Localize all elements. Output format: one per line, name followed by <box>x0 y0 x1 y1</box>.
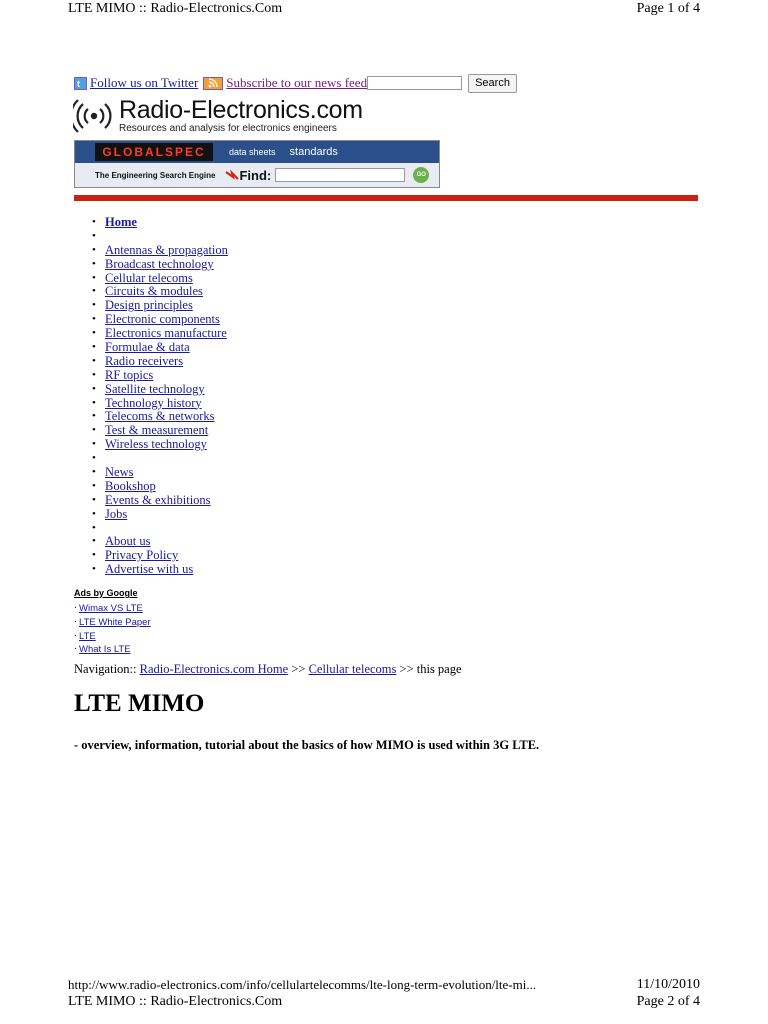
ad-item <box>74 630 151 644</box>
ad-link[interactable]: LTE <box>79 630 96 642</box>
nav-item-blank <box>92 452 228 466</box>
nav-item <box>92 341 228 355</box>
nav-item <box>92 563 228 577</box>
site-logo-tagline: Resources and analysis for electronics engineers <box>119 123 337 134</box>
nav-link-topic[interactable]: Electronics manufacture <box>105 326 227 341</box>
breadcrumb-home-link[interactable]: Radio-Electronics.com Home <box>139 662 289 676</box>
nav-link-topic[interactable]: Telecoms & networks <box>105 409 215 424</box>
main-navigation <box>92 216 228 577</box>
nav-link-topic[interactable]: Radio receivers <box>105 353 184 368</box>
globalspec-search-widget <box>74 140 440 188</box>
find-label: Find: <box>239 167 272 183</box>
breadcrumb <box>74 662 462 677</box>
print-footer-title: LTE MIMO :: Radio-Electronics.Com <box>68 994 283 1009</box>
nav-link-topic[interactable]: Electronic components <box>105 312 220 327</box>
divider-bar <box>74 195 698 201</box>
nav-item <box>92 327 228 341</box>
nav-item <box>92 535 228 549</box>
top-bar <box>74 74 517 92</box>
nav-link-info[interactable]: About us <box>105 534 151 549</box>
nav-link-topic[interactable]: Wireless technology <box>105 437 207 452</box>
site-logo[interactable] <box>73 96 363 139</box>
breadcrumb-prefix: Navigation:: <box>74 662 137 676</box>
nav-item <box>92 438 228 452</box>
nav-item <box>92 424 228 438</box>
ad-link[interactable]: LTE White Paper <box>79 616 151 628</box>
rss-icon[interactable] <box>203 77 223 90</box>
breadcrumb-separator: >> <box>291 662 306 676</box>
nav-link-extra[interactable]: News <box>105 465 134 480</box>
search-input[interactable] <box>367 76 462 90</box>
nav-item <box>92 299 228 313</box>
nav-item <box>92 494 228 508</box>
nav-link-topic[interactable]: Circuits & modules <box>105 284 203 299</box>
twitter-icon[interactable] <box>74 77 87 90</box>
nav-link-info[interactable]: Privacy Policy <box>105 548 179 563</box>
twitter-link[interactable]: Follow us on Twitter <box>90 75 199 90</box>
nav-link-topic[interactable]: Technology history <box>105 395 202 410</box>
nav-home-link[interactable]: Home <box>105 215 137 229</box>
nav-item <box>92 244 228 258</box>
ad-link[interactable]: Wimax VS LTE <box>79 603 143 614</box>
nav-link-extra[interactable]: Jobs <box>105 506 128 521</box>
nav-item <box>92 272 228 286</box>
print-footer-page: Page 2 of 4 <box>636 994 700 1009</box>
ad-item <box>74 643 151 657</box>
nav-link-topic[interactable]: RF topics <box>105 367 154 382</box>
nav-link-topic[interactable]: Satellite technology <box>105 381 205 396</box>
globalspec-logo[interactable]: GLOBALSPEC <box>95 143 213 161</box>
nav-link-topic[interactable]: Antennas & propagation <box>105 242 228 257</box>
nav-item <box>92 383 228 397</box>
breadcrumb-current: this page <box>416 662 462 676</box>
nav-link-extra[interactable]: Events & exhibitions <box>105 492 211 507</box>
rss-feed-link[interactable]: Subscribe to our news feed <box>226 75 368 90</box>
nav-item <box>92 410 228 424</box>
nav-item <box>92 466 228 480</box>
nav-link-topic[interactable]: Design principles <box>105 298 193 313</box>
print-header-title: LTE MIMO :: Radio-Electronics.Com <box>68 1 283 16</box>
nav-item <box>92 397 228 411</box>
nav-link-topic[interactable]: Formulae & data <box>105 340 190 355</box>
ads-list <box>74 602 151 657</box>
globalspec-datasheets-link[interactable]: data sheets <box>229 147 276 157</box>
nav-item-home <box>92 216 228 230</box>
ad-link[interactable]: What Is LTE <box>79 644 131 656</box>
nav-item-blank <box>92 522 228 536</box>
nav-link-topic[interactable]: Cellular telecoms <box>105 270 193 285</box>
arrow-icon <box>225 169 239 181</box>
nav-item <box>92 508 228 522</box>
globalspec-go-button[interactable]: GO <box>413 167 429 183</box>
search-button[interactable]: Search <box>468 74 517 93</box>
site-logo-name: Radio-Electronics.com <box>119 96 363 124</box>
breadcrumb-section-link[interactable]: Cellular telecoms <box>308 662 397 676</box>
page-title: LTE MIMO <box>74 690 205 717</box>
breadcrumb-separator: >> <box>399 662 414 676</box>
nav-item <box>92 285 228 299</box>
print-footer-date: 11/10/2010 <box>636 977 700 992</box>
ad-item <box>74 616 151 630</box>
nav-link-info[interactable]: Advertise with us <box>105 562 194 577</box>
antenna-waves-icon <box>73 98 115 139</box>
page-subtitle: - overview, information, tutorial about the basics of how MIMO is used within 3G LTE. <box>74 738 540 752</box>
ads-title[interactable]: Ads by Google <box>74 588 138 598</box>
nav-item <box>92 258 228 272</box>
nav-item <box>92 480 228 494</box>
svg-text:t: t <box>77 78 80 88</box>
globalspec-standards-link[interactable]: standards <box>289 146 338 158</box>
nav-link-topic[interactable]: Broadcast technology <box>105 256 214 271</box>
nav-item <box>92 549 228 563</box>
nav-item <box>92 369 228 383</box>
print-footer-url: http://www.radio-electronics.com/info/cellulartelecomms/lte-long-term-evolution/lte-mi... <box>68 977 537 992</box>
nav-item <box>92 355 228 369</box>
nav-link-topic[interactable]: Test & measurement <box>105 423 209 438</box>
nav-item-blank <box>92 230 228 244</box>
nav-item <box>92 313 228 327</box>
print-header-page: Page 1 of 4 <box>636 1 700 16</box>
globalspec-find-input[interactable] <box>275 168 405 182</box>
nav-link-extra[interactable]: Bookshop <box>105 478 156 493</box>
globalspec-tagline: The Engineering Search Engine <box>95 170 216 180</box>
ad-item <box>74 602 151 616</box>
